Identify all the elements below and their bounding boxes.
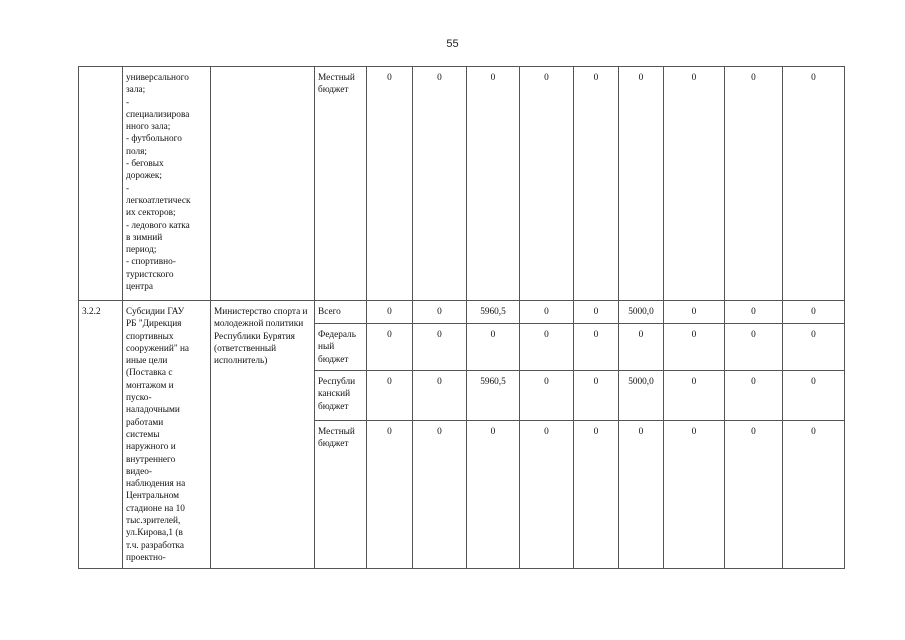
activity-name-line: период; [126,245,157,256]
activity-name-line: монтажом и [126,380,174,391]
funding-source: Федераль ный бюджет [315,324,367,371]
funding-source: Республи канский бюджет [315,371,367,421]
activity-name-line: спортивных [126,331,174,342]
amount-cell: 0 [574,301,619,324]
amount-cell: 0 [367,301,413,324]
activity-name-line: зала; [126,85,146,96]
amount-cell: 0 [574,324,619,371]
amount-cell: 0 [619,324,664,371]
amount-cell: 0 [725,67,783,301]
activity-name-line: - футбольного [126,134,182,145]
amount-cell: 0 [725,324,783,371]
funding-source: Местный бюджет [315,421,367,569]
activity-name-line: наружного и [126,442,176,453]
activity-name-line: в зимний [126,232,163,243]
amount-cell: 0 [664,421,725,569]
amount-cell: 0 [664,324,725,371]
amount-cell: 5000,0 [619,371,664,421]
executor: Министерство спорта и молодежной политики Республики Бурятия (ответственный исполнитель) [211,301,315,569]
activity-name-line: легкоатлетическ [126,195,191,206]
activity-name-line: - [126,97,130,108]
activity-name-line: сооружений" на [126,343,190,354]
amount-cell: 0 [367,324,413,371]
amount-cell: 0 [783,371,845,421]
amount-cell: 0 [664,371,725,421]
amount-cell: 0 [574,421,619,569]
activity-name-line: тыс.зрителей, [126,516,181,527]
amount-cell: 0 [520,324,574,371]
amount-cell: 0 [574,371,619,421]
amount-cell: 0 [619,421,664,569]
activity-name-line: - спортивно- [126,257,176,268]
activity-name-line: наладочными [126,405,180,416]
activity-name-line: универсального [126,73,189,83]
amount-cell: 0 [783,301,845,324]
amount-cell: 0 [413,67,467,301]
amount-cell: 0 [619,67,664,301]
amount-cell: 0 [783,67,845,301]
activity-name-line: т.ч. разработка [126,540,185,551]
activity-name-line: наблюдения на [126,479,186,490]
activity-name-line: их секторов; [126,208,176,219]
activity-name-line: иные цели [126,356,168,367]
activity-name-line: - ледового катка [126,220,190,231]
row-code [79,67,123,301]
amount-cell: 0 [367,371,413,421]
activity-name-line: специализирова [126,109,190,120]
activity-name-line: работами [126,417,164,428]
row-code: 3.2.2 [79,301,123,569]
activity-name-line: поля; [126,146,147,157]
activity-name [123,67,211,301]
amount-cell: 0 [783,324,845,371]
amount-cell: 0 [413,301,467,324]
activity-name-line: внутреннего [126,454,176,465]
amount-cell: 0 [367,67,413,301]
amount-cell: 0 [664,301,725,324]
amount-cell: 0 [574,67,619,301]
amount-cell: 5960,5 [467,301,520,324]
activity-name-line: туристского [126,269,174,280]
activity-name-line: видео- [126,466,152,477]
activity-name-line: стадионе на 10 [126,503,185,514]
activity-name-line: центра [126,282,154,293]
amount-cell: 5960,5 [467,371,520,421]
amount-cell: 5000,0 [619,301,664,324]
page-number: 55 [446,38,459,50]
amount-cell: 0 [725,421,783,569]
amount-cell: 0 [520,67,574,301]
amount-cell: 0 [520,421,574,569]
activity-name-line: Центральном [126,491,180,502]
amount-cell: 0 [664,67,725,301]
amount-cell: 0 [367,421,413,569]
activity-name-line: РБ "Дирекция [126,319,182,330]
amount-cell: 0 [413,371,467,421]
amount-cell: 0 [413,324,467,371]
activity-name-line: нного зала; [126,122,171,133]
amount-cell: 0 [467,67,520,301]
activity-name-line: дорожек; [126,171,162,182]
activity-name-line: - беговых [126,159,164,170]
amount-cell: 0 [725,371,783,421]
amount-cell: 0 [413,421,467,569]
activity-name-line: Субсидии ГАУ [126,307,185,317]
executor [211,67,315,301]
amount-cell: 0 [520,301,574,324]
funding-source: Местный бюджет [315,67,367,301]
activity-name-line: пуско- [126,393,152,404]
funding-source: Всего [315,301,367,324]
activity-name [123,301,211,569]
amount-cell: 0 [467,324,520,371]
activity-name-line: (Поставка с [126,368,173,379]
amount-cell: 0 [467,421,520,569]
budget-table [78,66,845,569]
activity-name-line: - [126,183,130,194]
activity-name-line: системы [126,429,160,440]
table-row [79,301,845,324]
activity-name-line: ул.Кирова,1 (в [126,528,183,539]
activity-name-line: проектно- [126,552,166,563]
amount-cell: 0 [783,421,845,569]
amount-cell: 0 [520,371,574,421]
amount-cell: 0 [725,301,783,324]
table-row [79,67,845,301]
